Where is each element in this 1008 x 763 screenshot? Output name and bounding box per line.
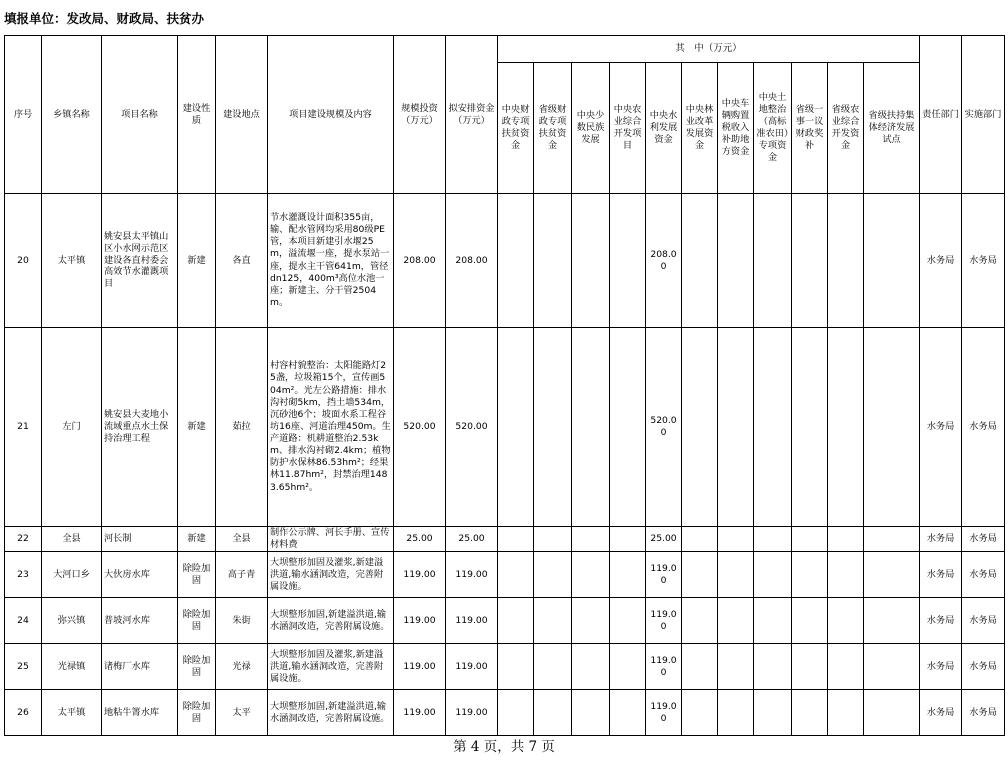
cell-responsible: 水务局 — [920, 690, 962, 736]
cell-nature: 除险加固 — [178, 552, 216, 598]
header-fund: 省级财政专项扶贫资金 — [534, 63, 572, 194]
cell-scale-investment: 119.00 — [394, 644, 446, 690]
cell-implementing: 水务局 — [962, 527, 1005, 552]
table-row — [5, 644, 1005, 690]
cell-fund — [498, 690, 534, 736]
cell-fund — [828, 552, 864, 598]
cell-scale-investment: 520.00 — [394, 328, 446, 527]
cell-fund — [864, 527, 920, 552]
cell-town: 光禄镇 — [42, 644, 102, 690]
cell-implementing: 水务局 — [962, 644, 1005, 690]
cell-nature: 除险加固 — [178, 644, 216, 690]
cell-fund — [718, 328, 754, 527]
cell-fund — [534, 552, 572, 598]
cell-fund — [572, 552, 610, 598]
header-fund: 省级一事一议财政奖补 — [792, 63, 828, 194]
cell-fund — [792, 690, 828, 736]
cell-nature: 新建 — [178, 527, 216, 552]
cell-planned-funds: 119.00 — [446, 552, 498, 598]
cell-fund — [792, 644, 828, 690]
cell-scale-investment: 119.00 — [394, 552, 446, 598]
cell-fund — [828, 598, 864, 644]
cell-seq: 25 — [5, 644, 42, 690]
cell-fund — [534, 194, 572, 328]
header-fund: 中央少数民族发展 — [572, 63, 610, 194]
cell-fund — [682, 644, 718, 690]
cell-project: 大伙房水库 — [102, 552, 178, 598]
cell-fund — [498, 598, 534, 644]
cell-project: 地粘牛箐水库 — [102, 690, 178, 736]
header-nature: 建设性质 — [178, 36, 216, 194]
cell-project: 姚安县太平镇山区小水网示范区建设各直村委会高效节水灌溉项目 — [102, 194, 178, 328]
cell-nature: 除险加固 — [178, 598, 216, 644]
cell-fund — [792, 328, 828, 527]
header-project: 项目名称 — [102, 36, 178, 194]
cell-scale-investment: 119.00 — [394, 598, 446, 644]
cell-planned-funds: 119.00 — [446, 598, 498, 644]
cell-fund — [754, 328, 792, 527]
table-row — [5, 527, 1005, 552]
project-table — [4, 35, 1005, 736]
cell-fund — [828, 690, 864, 736]
cell-planned-funds: 25.00 — [446, 527, 498, 552]
cell-location: 茹拉 — [216, 328, 268, 527]
cell-fund — [610, 598, 646, 644]
header-fund: 中央水利发展资金 — [646, 63, 682, 194]
header-fund: 中央财政专项扶贫资金 — [498, 63, 534, 194]
cell-fund — [498, 644, 534, 690]
cell-town: 太平镇 — [42, 690, 102, 736]
cell-implementing: 水务局 — [962, 552, 1005, 598]
cell-content: 大坝整形加固,新建溢洪道,输水涵洞改造，完善附属设施。 — [268, 690, 394, 736]
header-fund: 省级农业综合开发资金 — [828, 63, 864, 194]
cell-fund — [682, 194, 718, 328]
cell-fund — [682, 527, 718, 552]
cell-responsible: 水务局 — [920, 552, 962, 598]
header-planned-funds: 拟安排资金（万元） — [446, 36, 498, 194]
cell-implementing: 水务局 — [962, 194, 1005, 328]
cell-responsible: 水务局 — [920, 644, 962, 690]
cell-seq: 20 — [5, 194, 42, 328]
cell-fund: 119.00 — [646, 552, 682, 598]
cell-fund — [718, 194, 754, 328]
cell-fund — [572, 328, 610, 527]
cell-fund — [534, 690, 572, 736]
cell-fund — [718, 598, 754, 644]
cell-scale-investment: 119.00 — [394, 690, 446, 736]
cell-location: 各直 — [216, 194, 268, 328]
cell-seq: 24 — [5, 598, 42, 644]
header-fund: 中央土地整治（高标准农田）专项资金 — [754, 63, 792, 194]
cell-fund — [498, 527, 534, 552]
cell-implementing: 水务局 — [962, 690, 1005, 736]
cell-town: 太平镇 — [42, 194, 102, 328]
cell-fund — [498, 552, 534, 598]
cell-fund — [864, 194, 920, 328]
cell-fund — [572, 690, 610, 736]
cell-fund — [864, 552, 920, 598]
cell-fund: 208.00 — [646, 194, 682, 328]
cell-fund — [754, 644, 792, 690]
cell-project: 姚安县大麦地小流域重点水土保持治理工程 — [102, 328, 178, 527]
cell-fund — [682, 328, 718, 527]
cell-fund — [572, 527, 610, 552]
cell-location: 太平 — [216, 690, 268, 736]
cell-fund — [572, 644, 610, 690]
cell-planned-funds: 119.00 — [446, 644, 498, 690]
cell-fund — [498, 194, 534, 328]
cell-fund — [572, 194, 610, 328]
cell-fund — [864, 690, 920, 736]
cell-content: 村容村貌整治：太阳能路灯25盏，垃圾箱15个，宣传画504m²。光左公路措施：排水沟衬砌5km，挡土墙534m，沉砂池6个；坡面水系工程谷坊16座、河道治理450m。生产道路：机耕道整治2.53km、排水沟衬砌2.4km；植物防护水保林86.53hm²；经果林11.87hm²，封禁治理1483.65hm²。 — [268, 328, 394, 527]
cell-fund: 119.00 — [646, 598, 682, 644]
cell-fund — [610, 527, 646, 552]
table-row — [5, 598, 1005, 644]
cell-fund: 119.00 — [646, 644, 682, 690]
reporting-unit-label: 填报单位：发改局、财政局、扶贫办 — [4, 11, 205, 26]
cell-town: 弥兴镇 — [42, 598, 102, 644]
header-responsible: 责任部门 — [920, 36, 962, 194]
header-fund: 中央农业综合开发项目 — [610, 63, 646, 194]
cell-fund: 520.00 — [646, 328, 682, 527]
cell-fund — [610, 194, 646, 328]
cell-fund — [718, 690, 754, 736]
cell-project: 诸梅厂水库 — [102, 644, 178, 690]
cell-fund — [610, 552, 646, 598]
cell-responsible: 水务局 — [920, 527, 962, 552]
header-content: 项目建设规模及内容 — [268, 36, 394, 194]
header-town: 乡镇名称 — [42, 36, 102, 194]
cell-seq: 26 — [5, 690, 42, 736]
cell-fund: 25.00 — [646, 527, 682, 552]
cell-location: 全县 — [216, 527, 268, 552]
cell-content: 大坝整形加固,新建溢洪道,输水涵洞改造，完善附属设施。 — [268, 598, 394, 644]
cell-fund — [610, 690, 646, 736]
cell-scale-investment: 208.00 — [394, 194, 446, 328]
cell-planned-funds: 520.00 — [446, 328, 498, 527]
cell-fund — [754, 194, 792, 328]
cell-fund — [754, 527, 792, 552]
header-fund: 中央林业改革发展资金 — [682, 63, 718, 194]
header-fund: 中央车辆购置税收入补助地方资金 — [718, 63, 754, 194]
cell-content: 大坝整形加固及灌浆,新建溢洪道,输水涵洞改造，完善附属设施。 — [268, 552, 394, 598]
cell-content: 节水灌溉设计面积355亩，输、配水管网均采用80级PE管，本项目新建引水堰25m，溢流堰一座，提水泵站一座，提水主干管641m，管径dn125，400m³高位水池一座；新建主、分干管2504m。 — [268, 194, 394, 328]
cell-implementing: 水务局 — [962, 598, 1005, 644]
header-implementing: 实施部门 — [962, 36, 1005, 194]
cell-fund — [828, 644, 864, 690]
header-scale-investment: 规模投资（万元） — [394, 36, 446, 194]
cell-project: 普坡河水库 — [102, 598, 178, 644]
cell-fund — [754, 552, 792, 598]
cell-fund — [864, 598, 920, 644]
cell-fund — [828, 194, 864, 328]
cell-fund — [534, 527, 572, 552]
cell-location: 高子青 — [216, 552, 268, 598]
cell-fund — [682, 552, 718, 598]
cell-nature: 除险加固 — [178, 690, 216, 736]
header-seq: 序号 — [5, 36, 42, 194]
cell-fund — [534, 328, 572, 527]
cell-fund — [610, 328, 646, 527]
cell-fund — [718, 644, 754, 690]
cell-town: 大河口乡 — [42, 552, 102, 598]
cell-planned-funds: 119.00 — [446, 690, 498, 736]
cell-town: 左门 — [42, 328, 102, 527]
header-location: 建设地点 — [216, 36, 268, 194]
cell-planned-funds: 208.00 — [446, 194, 498, 328]
cell-fund — [828, 527, 864, 552]
cell-content: 大坝整形加固及灌浆,新建溢洪道,输水涵洞改造，完善附属设施。 — [268, 644, 394, 690]
cell-responsible: 水务局 — [920, 194, 962, 328]
cell-content: 制作公示牌、河长手册、宣传材料费 — [268, 527, 394, 552]
cell-fund — [718, 552, 754, 598]
cell-fund — [792, 527, 828, 552]
table-row — [5, 552, 1005, 598]
cell-town: 全县 — [42, 527, 102, 552]
page-footer: 第 4 页，共 7 页 — [453, 739, 555, 755]
cell-fund — [682, 598, 718, 644]
cell-nature: 新建 — [178, 328, 216, 527]
cell-responsible: 水务局 — [920, 598, 962, 644]
cell-fund — [572, 598, 610, 644]
table-row — [5, 194, 1005, 328]
header-fund: 省级扶持集体经济发展试点 — [864, 63, 920, 194]
cell-fund — [792, 552, 828, 598]
cell-seq: 22 — [5, 527, 42, 552]
cell-fund — [792, 598, 828, 644]
cell-fund — [864, 328, 920, 527]
cell-location: 朱街 — [216, 598, 268, 644]
cell-fund: 119.00 — [646, 690, 682, 736]
cell-fund — [828, 328, 864, 527]
table-row — [5, 328, 1005, 527]
cell-fund — [718, 527, 754, 552]
cell-project: 河长制 — [102, 527, 178, 552]
table-row — [5, 690, 1005, 736]
cell-responsible: 水务局 — [920, 328, 962, 527]
cell-implementing: 水务局 — [962, 328, 1005, 527]
cell-fund — [754, 598, 792, 644]
cell-seq: 21 — [5, 328, 42, 527]
cell-location: 光禄 — [216, 644, 268, 690]
cell-nature: 新建 — [178, 194, 216, 328]
cell-fund — [610, 644, 646, 690]
cell-seq: 23 — [5, 552, 42, 598]
cell-fund — [754, 690, 792, 736]
cell-fund — [534, 644, 572, 690]
cell-fund — [498, 328, 534, 527]
cell-fund — [864, 644, 920, 690]
cell-fund — [792, 194, 828, 328]
header-of-which: 其 中（万元） — [498, 36, 920, 63]
cell-fund — [682, 690, 718, 736]
cell-scale-investment: 25.00 — [394, 527, 446, 552]
cell-fund — [534, 598, 572, 644]
